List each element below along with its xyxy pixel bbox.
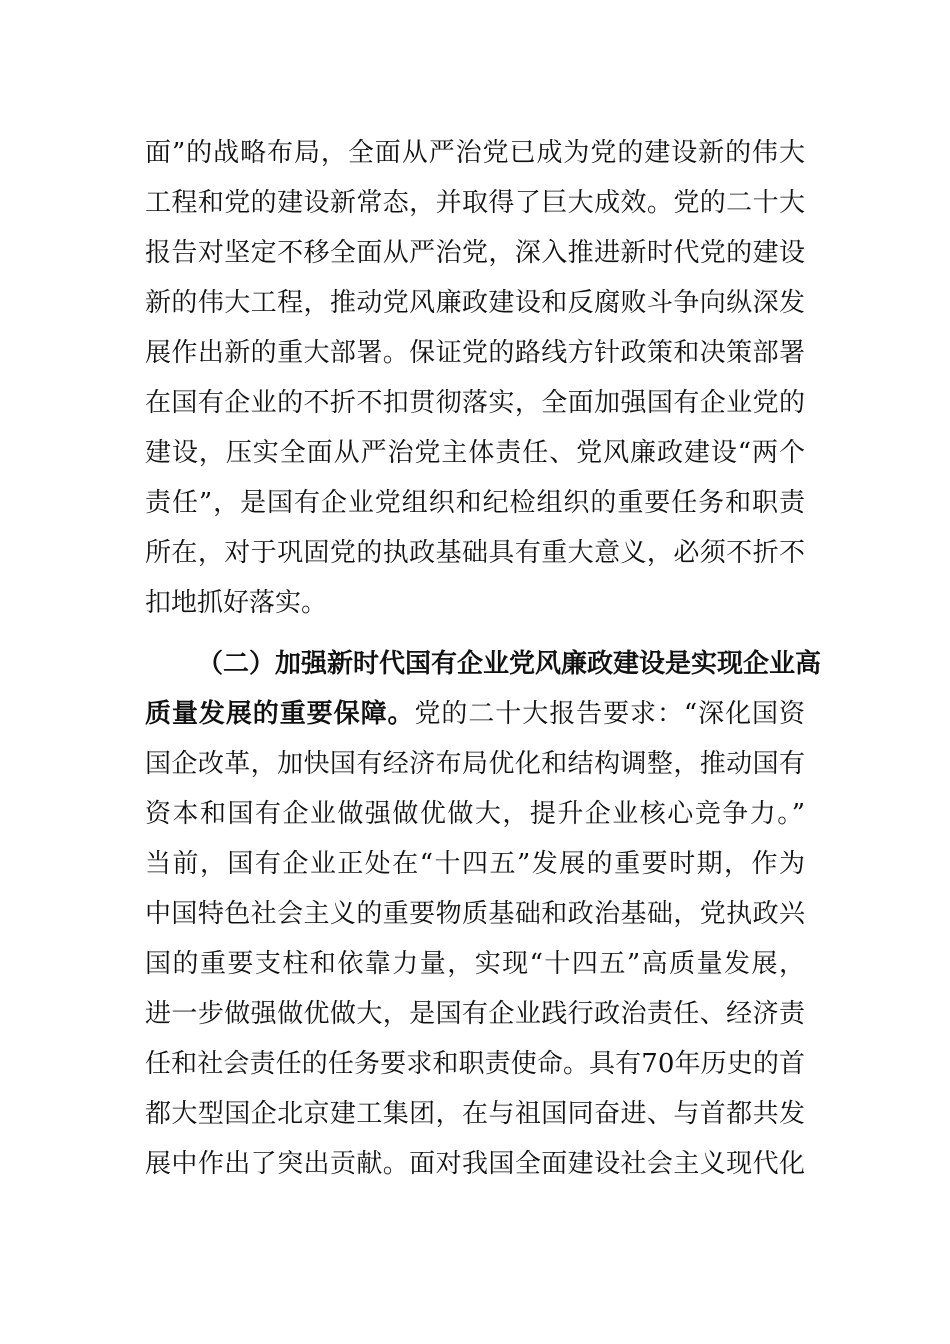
paragraph-line: 当前，国有企业正处在“十四五”发展的重要时期，作为 [145, 849, 805, 879]
paragraph-line: 都大型国企北京建工集团，在与祖国同奋进、与首都共发 [145, 1099, 805, 1129]
paragraph-line: 扣地抓好落实。 [145, 588, 328, 618]
mixed-line [145, 690, 805, 738]
paragraph-line: 展中作出了突出贡献。面对我国全面建设社会主义现代化 [145, 1149, 805, 1179]
paragraph-line: 中国特色社会主义的重要物质基础和政治基础，党执政兴 [145, 899, 805, 929]
section-heading-tail: 质量发展的重要保障。 [145, 699, 415, 729]
paragraph-line: 面”的战略布局，全面从严治党已成为党的建设新的伟大 [145, 138, 805, 168]
section-heading-line: （二）加强新时代国有企业党风廉政建设是实现企业高 [197, 649, 822, 679]
paragraph-line: 进一步做强做优做大，是国有企业践行政治责任、经济责 [145, 999, 805, 1029]
paragraph-line: 报告对坚定不移全面从严治党，深入推进新时代党的建设 [145, 238, 805, 268]
paragraph-line: 工程和党的建设新常态，并取得了巨大成效。党的二十大 [145, 188, 805, 218]
paragraph-line: 新的伟大工程，推动党风廉政建设和反腐败斗争向纵深发 [145, 288, 805, 318]
paragraph-line: 资本和国有企业做强做优做大，提升企业核心竞争力。” [145, 799, 805, 829]
paragraph-line: 责任”，是国有企业党组织和纪检组织的重要任务和职责 [145, 488, 805, 518]
paragraph-line: 国的重要支柱和依靠力量，实现“十四五”高质量发展， [145, 949, 805, 979]
paragraph-line: 所在，对于巩固党的执政基础具有重大意义，必须不折不 [145, 538, 805, 568]
paragraph-text: 党的二十大报告要求：“深化国资 [414, 699, 805, 729]
paragraph-line: 任和社会责任的任务要求和职责使命。具有70年历史的首 [145, 1049, 805, 1079]
paragraph-line: 展作出新的重大部署。保证党的路线方针政策和决策部署 [145, 338, 805, 368]
paragraph-line: 在国有企业的不折不扣贯彻落实，全面加强国有企业党的 [145, 388, 805, 418]
paragraph-line: 建设，压实全面从严治党主体责任、党风廉政建设“两个 [145, 438, 805, 468]
paragraph-line: 国企改革，加快国有经济布局优化和结构调整，推动国有 [145, 749, 805, 779]
